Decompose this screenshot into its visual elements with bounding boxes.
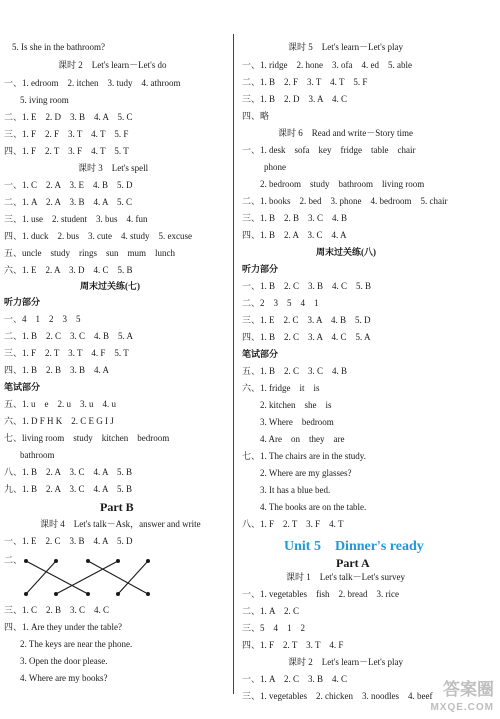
answer-line: 2. kitchen she is	[260, 400, 332, 410]
answer-line: 3. Open the door please.	[20, 656, 108, 666]
answer-line: 六、1. D F H K 2. C E G I J	[4, 416, 114, 426]
answer-line: 七、1. The chairs are in the study.	[242, 451, 366, 461]
part-title: Part A	[336, 556, 370, 570]
matching-lines	[26, 561, 148, 594]
answer-line: 四、略	[242, 111, 270, 121]
unit-title: Unit 5 Dinner's ready	[284, 539, 424, 554]
answer-line: phone	[264, 162, 286, 172]
section-heading: 课时 2 Let's learn－Let's play	[288, 657, 403, 667]
subsection-heading: 听力部分	[242, 264, 279, 274]
answer-line: 二、1. E 2. D 3. B 4. A 5. C	[4, 112, 133, 122]
answer-line: 四、1. duck 2. bus 3. cute 4. study 5. excuse	[4, 231, 192, 241]
subsection-heading: 笔试部分	[242, 349, 279, 359]
section-heading: 课时 5 Let's learn－Let's play	[288, 42, 403, 52]
answer-line: 5. iving room	[20, 95, 69, 105]
answer-line: 四、1. B 2. C 3. A 4. C 5. A	[242, 332, 371, 342]
column-divider	[233, 34, 234, 694]
answer-line: 五、uncle study rings sun mum lunch	[4, 248, 175, 258]
answer-line: bathroom	[20, 450, 55, 460]
answer-line: 3. It has a blue bed.	[260, 485, 331, 495]
answer-line: 二、1. B 2. F 3. T 4. T 5. F	[242, 77, 368, 87]
answer-line: 七、living room study kitchen bedroom	[4, 433, 170, 443]
answer-line: 3. Where bedroom	[260, 417, 334, 427]
answer-line: 三、1. B 2. B 3. C 4. B	[242, 213, 348, 223]
part-title: Part B	[100, 500, 134, 514]
answer-line: 二、	[4, 555, 23, 565]
answer-line: 二、1. books 2. bed 3. phone 4. bedroom 5. chair	[242, 196, 448, 206]
answer-line: 三、1. F 2. F 3. T 4. T 5. F	[4, 129, 129, 139]
watermark-url: MXQE.COM	[430, 702, 494, 713]
section-heading: 课时 2 Let's learn－Let's do	[58, 60, 167, 70]
answer-line: 一、1. desk sofa key fridge table chair	[242, 145, 416, 155]
answer-line: 三、1. B 2. D 3. A 4. C	[242, 94, 348, 104]
answer-line: 5. Is she in the bathroom?	[12, 42, 105, 52]
matching-diagram	[12, 556, 157, 598]
section-heading: 周末过关练(七)	[80, 281, 140, 291]
answer-line: 一、1. vegetables fish 2. bread 3. rice	[242, 589, 399, 599]
answer-line: 四、1. F 2. T 3. T 4. F	[242, 640, 344, 650]
watermark-logo	[430, 681, 494, 717]
answer-line: 四、1. F 2. T 3. F 4. T 5. T	[4, 146, 129, 156]
answer-line: 四、1. B 2. B 3. B 4. A	[4, 365, 110, 375]
answer-line: 一、1. C 2. A 3. E 4. B 5. D	[4, 180, 133, 190]
answer-line: 一、1. B 2. C 3. B 4. C 5. B	[242, 281, 372, 291]
answer-line: 五、1. B 2. C 3. C 4. B	[242, 366, 348, 376]
answer-line: 4. Where are my books?	[20, 673, 108, 683]
answer-line: 一、1. E 2. C 3. B 4. A 5. D	[4, 536, 133, 546]
answer-line: 八、1. F 2. T 3. F 4. T	[242, 519, 344, 529]
answer-line: 三、1. E 2. C 3. A 4. B 5. D	[242, 315, 371, 325]
answer-line: 八、1. B 2. A 3. C 4. A 5. B	[4, 467, 133, 477]
answer-line: 4. The books are on the table.	[260, 502, 367, 512]
answer-line: 六、1. fridge it is	[242, 383, 320, 393]
answer-line: 二、1. A 2. C	[242, 606, 300, 616]
answer-line: 三、5 4 1 2	[242, 623, 306, 633]
answer-line: 三、1. C 2. B 3. C 4. C	[4, 605, 110, 615]
answer-line: 五、1. u e 2. u 3. u 4. u	[4, 399, 116, 409]
watermark-text: 答案圈	[443, 680, 494, 699]
answer-line: 四、1. Are they under the table?	[4, 622, 122, 632]
answer-line: 一、1. ridge 2. hone 3. ofa 4. ed 5. able	[242, 60, 412, 70]
answer-line: 2. Where are my glasses?	[260, 468, 352, 478]
section-heading: 课时 6 Read and write－Story time	[278, 128, 413, 138]
answer-line: 一、1. edroom 2. itchen 3. tudy 4. athroom	[4, 78, 181, 88]
section-heading: 课时 1 Let's talk－Let's survey	[286, 572, 405, 582]
answer-line: 三、1. F 2. T 3. T 4. F 5. T	[4, 348, 129, 358]
answer-line: 一、4 1 2 3 5	[4, 314, 81, 324]
section-heading: 课时 4 Let's talk－Ask，answer and write	[40, 519, 201, 529]
answer-line: 一、1. A 2. C 3. B 4. C	[242, 674, 348, 684]
answer-line: 2. bedroom study bathroom living room	[260, 179, 425, 189]
matching-dots-top	[24, 559, 150, 563]
answer-line: 二、1. B 2. C 3. C 4. B 5. A	[4, 331, 134, 341]
answer-line: 三、1. use 2. student 3. bus 4. fun	[4, 214, 148, 224]
answer-line: 二、2 3 5 4 1	[242, 298, 319, 308]
answer-line: 六、1. E 2. A 3. D 4. C 5. B	[4, 265, 133, 275]
section-heading: 课时 3 Let's spell	[78, 163, 149, 173]
section-heading: 周末过关练(八)	[316, 247, 376, 257]
subsection-heading: 笔试部分	[4, 382, 41, 392]
answer-line: 三、1. vegetables 2. chicken 3. noodles 4. beef	[242, 691, 433, 701]
answer-line: 四、1. B 2. A 3. C 4. A	[242, 230, 347, 240]
answer-line: 二、1. A 2. A 3. B 4. A 5. C	[4, 197, 133, 207]
answer-line: 2. The keys are near the phone.	[20, 639, 133, 649]
answer-line: 九、1. B 2. A 3. C 4. A 5. B	[4, 484, 133, 494]
subsection-heading: 听力部分	[4, 297, 41, 307]
answer-line: 4. Are on they are	[260, 434, 345, 444]
